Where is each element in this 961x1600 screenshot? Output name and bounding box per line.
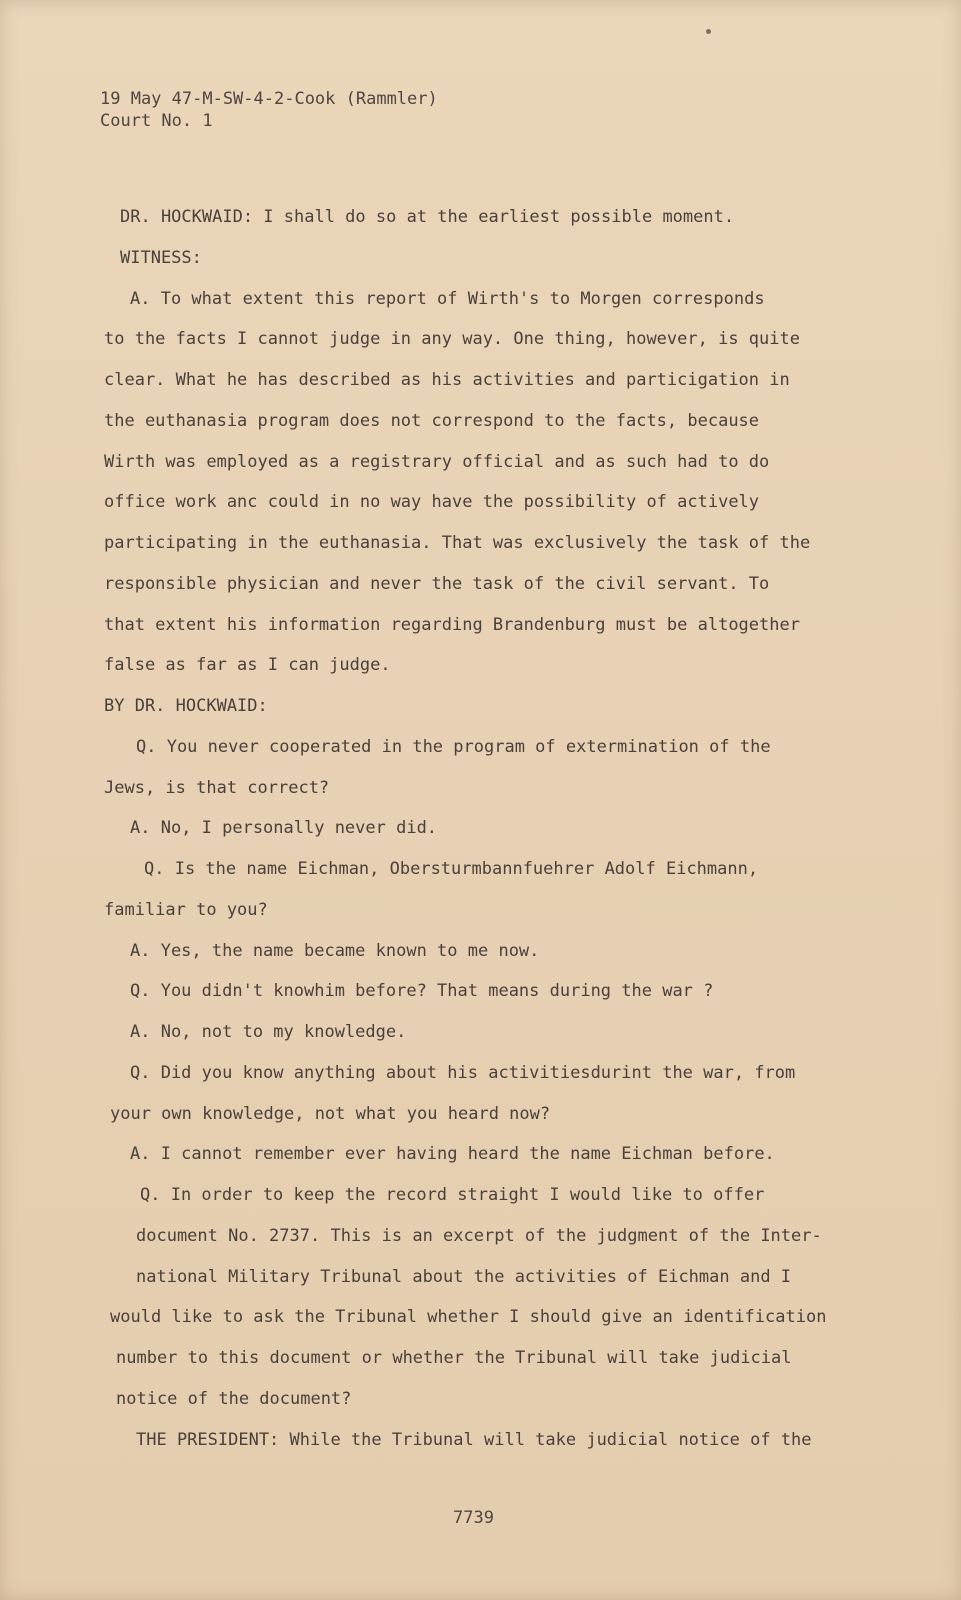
transcript-line: A. No, I personally never did. xyxy=(130,818,438,838)
transcript-line: that extent his information regarding Brandenburg must be altogether xyxy=(104,615,800,635)
transcript-line: Q. Is the name Eichman, Obersturmbannfuehrer Adolf Eichmann, xyxy=(144,859,759,879)
transcript-line: office work anc could in no way have the possibility of actively xyxy=(104,492,760,512)
transcript-line: would like to ask the Tribunal whether I should give an identification xyxy=(110,1307,827,1327)
page-number: 7739 xyxy=(453,1508,494,1528)
transcript-line: BY DR. HOCKWAID: xyxy=(104,696,268,716)
transcript-line: to the facts I cannot judge in any way. One thing, however, is quite xyxy=(104,329,800,349)
transcript-line: clear. What he has described as his activities and particigation in xyxy=(104,370,790,390)
transcript-line: DR. HOCKWAID: I shall do so at the earliest possible moment. xyxy=(120,207,735,227)
transcript-line: WITNESS: xyxy=(120,248,202,268)
transcript-line: your own knowledge, not what you heard now? xyxy=(110,1104,551,1124)
transcript-line: A. Yes, the name became known to me now. xyxy=(130,941,540,961)
transcript-line: Q. You didn't knowhim before? That means during the war ? xyxy=(130,981,714,1001)
transcript-line: national Military Tribunal about the activities of Eichman and I xyxy=(136,1267,792,1287)
transcript-line: Wirth was employed as a registrary official and as such had to do xyxy=(104,452,770,472)
ink-speck xyxy=(706,29,711,34)
header-court-line: Court No. 1 xyxy=(100,111,213,131)
transcript-line: participating in the euthanasia. That was exclusively the task of the xyxy=(104,533,811,553)
transcript-line: THE PRESIDENT: While the Tribunal will take judicial notice of the xyxy=(136,1430,812,1450)
transcript-line: familiar to you? xyxy=(104,900,268,920)
transcript-line: responsible physician and never the task of the civil servant. To xyxy=(104,574,770,594)
transcript-line: Q. Did you know anything about his activitiesdurint the war, from xyxy=(130,1063,796,1083)
transcript-line: A. No, not to my knowledge. xyxy=(130,1022,407,1042)
transcript-line: notice of the document? xyxy=(116,1389,352,1409)
transcript-line: the euthanasia program does not correspond to the facts, because xyxy=(104,411,760,431)
transcript-line: Jews, is that correct? xyxy=(104,778,330,798)
transcript-line: document No. 2737. This is an excerpt of the judgment of the Inter- xyxy=(136,1226,822,1246)
transcript-line: false as far as I can judge. xyxy=(104,655,391,675)
transcript-line: A. To what extent this report of Wirth's to Morgen corresponds xyxy=(130,289,765,309)
transcript-line: A. I cannot remember ever having heard the name Eichman before. xyxy=(130,1144,775,1164)
transcript-line: Q. You never cooperated in the program of extermination of the xyxy=(136,737,771,757)
transcript-line: number to this document or whether the Tribunal will take judicial xyxy=(116,1348,792,1368)
transcript-line: Q. In order to keep the record straight I would like to offer xyxy=(140,1185,765,1205)
page-header xyxy=(100,88,438,132)
header-session-line: 19 May 47-M-SW-4-2-Cook (Rammler) xyxy=(100,89,438,109)
